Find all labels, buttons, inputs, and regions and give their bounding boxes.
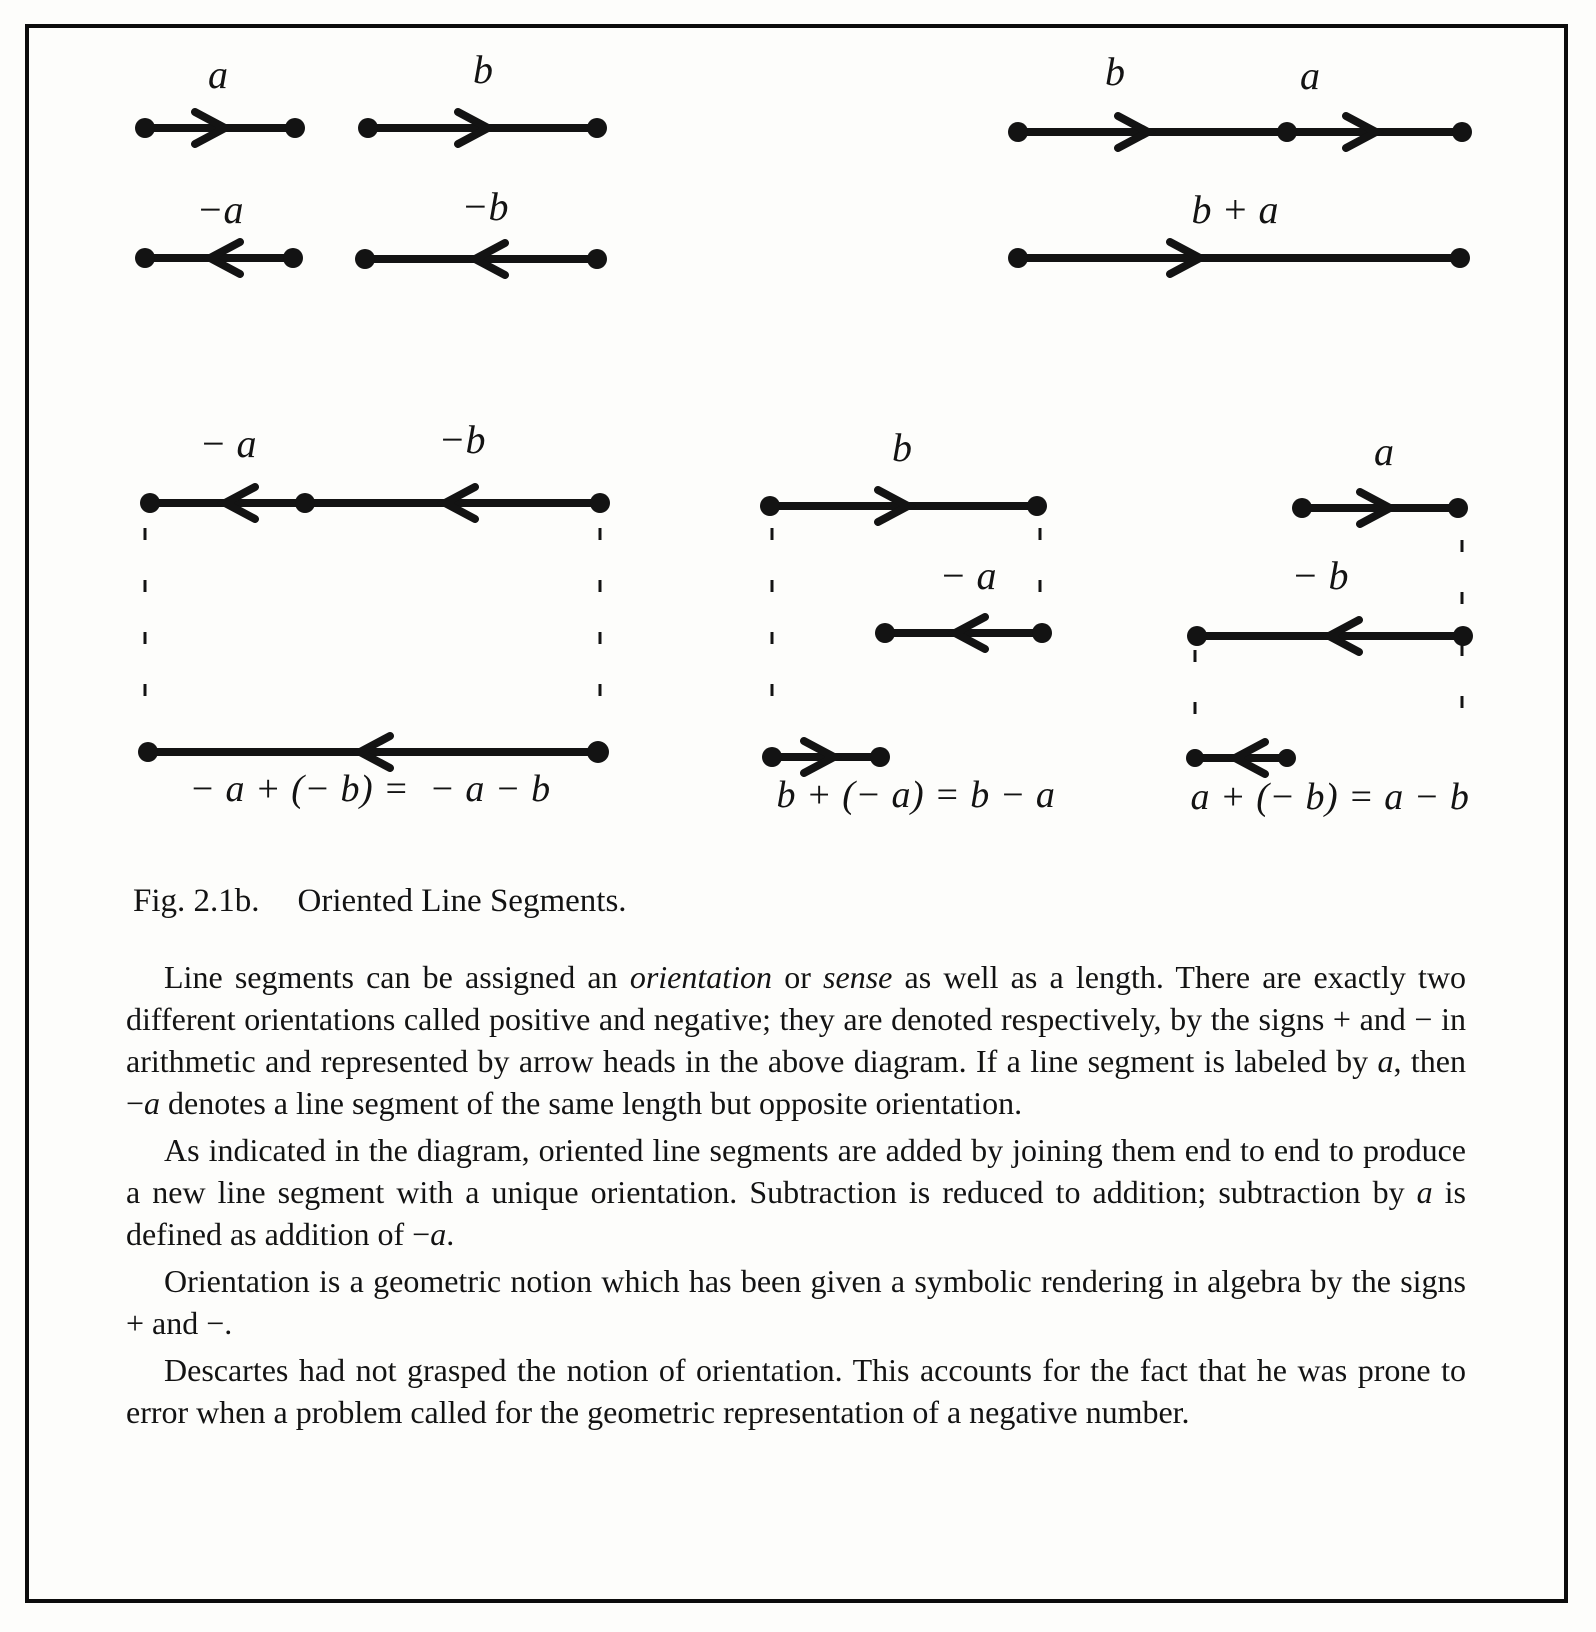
endpoint-dot — [870, 747, 890, 767]
segment-neg-b-right — [1187, 620, 1473, 652]
endpoint-dot — [587, 118, 607, 138]
segment-b-a-joined — [1008, 116, 1472, 148]
junction-dot — [295, 493, 315, 513]
endpoint-dot — [140, 493, 160, 513]
figure-caption-number: Fig. 2.1b. — [133, 883, 260, 919]
endpoint-dot — [1450, 248, 1470, 268]
endpoint-dot — [1278, 749, 1296, 767]
paragraph-descartes: Descartes had not grasped the notion of orientation. This accounts for the fact that he was prone to error when a problem called for the geometric representation of a negative number. — [126, 1352, 1466, 1430]
endpoint-dot — [1027, 496, 1047, 516]
endpoint-dot — [138, 742, 158, 762]
segment-b — [358, 112, 607, 144]
junction-dot — [1277, 122, 1297, 142]
segment-b-plus-a-sum — [1008, 242, 1470, 274]
endpoint-dot — [1448, 498, 1468, 518]
endpoint-dot — [1292, 498, 1312, 518]
segment-b-center — [760, 490, 1047, 522]
segment-neg-a-neg-b-joined — [140, 487, 610, 519]
endpoint-dot — [358, 118, 378, 138]
label-neg-a-center: − a — [939, 553, 997, 598]
equation-neg-a-plus-neg-b: − a + (− b) = − a − b — [189, 768, 551, 810]
figure-caption — [133, 882, 627, 922]
segment-neg-a — [135, 242, 303, 274]
endpoint-dot — [285, 118, 305, 138]
endpoint-dot — [1453, 626, 1473, 646]
endpoint-dot — [762, 747, 782, 767]
endpoint-dot — [590, 493, 610, 513]
label-segment-neg-a: −a — [196, 187, 244, 232]
endpoint-dot — [283, 248, 303, 268]
endpoint-dot — [1186, 749, 1204, 767]
endpoint-dot — [135, 248, 155, 268]
endpoint-dot — [875, 623, 895, 643]
endpoint-dot — [587, 741, 609, 763]
paragraph-orientation-intro: Line segments can be assigned an orientation or sense as well as a length. There are exactly two different orientations called positive and negative; they are denoted respectively, by the signs + and − in arithmetic and represented by arrow heads in the above diagram. If a line segment is labeled by a, then −a denotes a line segment of the same length but opposite orientation. — [126, 959, 1467, 1121]
label-b-plus-a: b + a — [1191, 187, 1279, 232]
body-text — [126, 956, 1466, 1433]
label-segment-neg-b: −b — [461, 184, 509, 229]
label-neg-b-left: −b — [438, 417, 486, 462]
segment-b-minus-a-sum — [762, 741, 890, 773]
endpoint-dot — [1008, 248, 1028, 268]
label-b-center: b — [892, 425, 912, 470]
endpoint-dot — [1452, 122, 1472, 142]
label-neg-b-right: − b — [1291, 553, 1349, 598]
label-a-right: a — [1374, 429, 1394, 474]
segment-a — [135, 112, 305, 144]
endpoint-dot — [587, 249, 607, 269]
segment-neg-a-center — [875, 617, 1052, 649]
equation-a-plus-neg-b: a + (− b) = a − b — [1190, 776, 1470, 818]
label-segment-b: b — [473, 47, 493, 92]
endpoint-dot — [1032, 623, 1052, 643]
label-segment-a: a — [208, 52, 228, 97]
endpoint-dot — [355, 249, 375, 269]
endpoint-dot — [1008, 122, 1028, 142]
endpoint-dot — [1187, 626, 1207, 646]
figure-caption-title: Oriented Line Segments. — [297, 883, 627, 919]
label-segment-b-right: b — [1105, 49, 1125, 94]
segment-neg-a-minus-b-sum — [138, 736, 609, 768]
segment-a-right — [1292, 492, 1468, 524]
segment-a-minus-b-sum — [1186, 742, 1296, 774]
endpoint-dot — [135, 118, 155, 138]
label-neg-a-left: − a — [199, 421, 257, 466]
paragraph-addition: As indicated in the diagram, oriented line segments are added by joining them end to end to produce a new line segment with a unique orientation. Subtraction is reduced to addition; subtraction by a is defined as addition of −a. — [126, 1132, 1467, 1252]
segment-neg-b — [355, 243, 607, 275]
equation-b-plus-neg-a: b + (− a) = b − a — [776, 774, 1056, 816]
paragraph-symbolic-rendering: Orientation is a geometric notion which has been given a symbolic rendering in algebra by the signs + and −. — [126, 1263, 1466, 1341]
endpoint-dot — [760, 496, 780, 516]
label-segment-a-right: a — [1300, 53, 1320, 98]
